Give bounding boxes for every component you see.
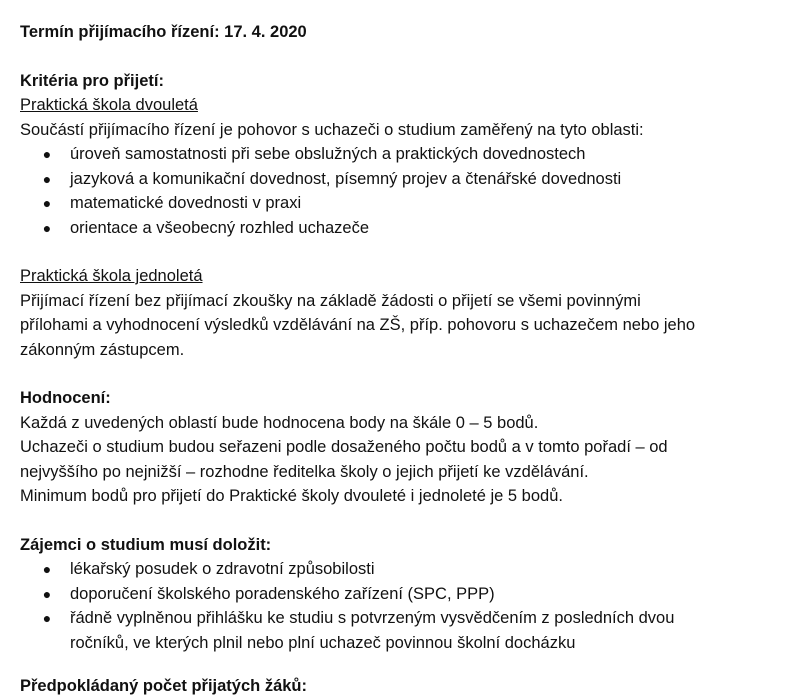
bullet-icon: ● [42, 146, 52, 162]
one-year-text-line: Přijímací řízení bez přijímací zkoušky na základě žádosti o přijetí se všemi povinnými [20, 291, 641, 310]
expected-students-heading: Předpokládaný počet přijatých žáků: [20, 677, 307, 695]
bullet-icon: ● [42, 585, 52, 602]
list-item: ● jazyková a komunikační dovednost, písemný projev a čtenářské dovednosti [20, 167, 790, 192]
bullet-icon: ● [42, 561, 52, 577]
list-item: ● úroveň samostatnosti při sebe obslužných a praktických dovednostech [20, 142, 790, 167]
required-documents-list [20, 557, 790, 655]
list-item-continuation: ročníků, ve kterých plnil nebo plní uchazeč povinnou školní docházku [70, 633, 576, 652]
list-item: ● matematické dovednosti v praxi [20, 191, 790, 216]
documents-heading: Zájemci o studium musí doložit: [20, 535, 272, 554]
evaluation-text-line: Každá z uvedených oblastí bude hodnocena body na škále 0 – 5 bodů. [20, 413, 539, 432]
interview-areas-list [20, 142, 790, 240]
bullet-icon: ● [42, 170, 52, 187]
one-year-text-line: přílohami a vyhodnocení výsledků vzdělávání na ZŠ, příp. pohovoru s uchazečem nebo jeho [20, 316, 696, 334]
bullet-icon: ● [42, 610, 52, 626]
list-item: ● doporučení školského poradenského zařízení (SPC, PPP) [20, 582, 790, 607]
admission-date-heading: Termín přijímacího řízení: 17. 4. 2020 [20, 23, 307, 41]
two-year-school-subheading: Praktická škola dvouletá [20, 96, 198, 114]
evaluation-text-line: Minimum bodů pro přijetí do Praktické školy dvouleté i jednoleté je 5 bodů. [20, 487, 563, 505]
one-year-text-line: zákonným zástupcem. [20, 340, 185, 359]
bullet-icon: ● [42, 195, 52, 211]
bullet-icon: ● [42, 219, 52, 236]
two-year-intro: Součástí přijímacího řízení je pohovor s uchazeči o studium zaměřený na tyto oblasti: [20, 120, 644, 139]
list-item: ● orientace a všeobecný rozhled uchazeče [20, 216, 790, 241]
evaluation-text-line: nejvyššího po nejnižší – rozhodne ředitelka školy o jejich přijetí ke vzdělávání. [20, 462, 589, 481]
list-item: ● lékařský posudek o zdravotní způsobilosti [20, 557, 790, 582]
evaluation-heading: Hodnocení: [20, 389, 111, 407]
evaluation-text-line: Uchazeči o studium budou seřazeni podle dosaženého počtu bodů a v tomto pořadí – od [20, 438, 668, 456]
criteria-heading: Kritéria pro přijetí: [20, 71, 164, 90]
document-body [20, 20, 790, 655]
one-year-school-subheading: Praktická škola jednoletá [20, 267, 203, 285]
list-item: ● řádně vyplněnou přihlášku ke studiu s potvrzeným vysvědčením z posledních dvou [20, 606, 790, 631]
